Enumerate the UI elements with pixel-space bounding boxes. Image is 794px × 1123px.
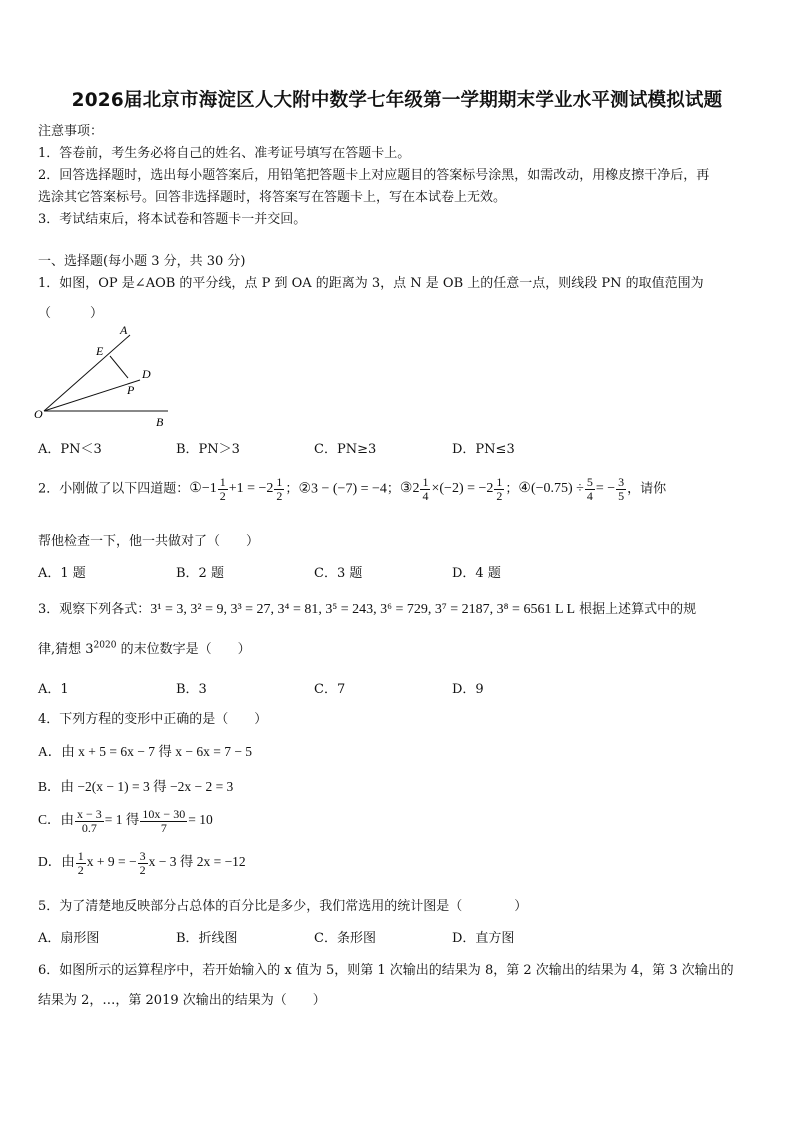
- q2-item-1: ①−1 $\frac{1}{2}$ +1 = −2 $\frac{1}{2}$: [189, 475, 283, 503]
- label-p: P: [127, 383, 135, 397]
- q1-stem: 1．如图，OP 是∠AOB 的平分线，点 P 到 OA 的距离为 3，点 N 是 OB 上的任意一点，则线段 PN 的取值范围为: [38, 276, 704, 291]
- section-heading: 一、选择题(每小题 3 分，共 30 分): [38, 254, 246, 269]
- q3-option-b[interactable]: B．3: [176, 682, 207, 697]
- label-d: D: [142, 367, 151, 381]
- label-b: B: [156, 415, 164, 429]
- q2-stem-continued: 帮他检查一下，他一共做对了（ ）: [38, 534, 260, 549]
- q3-prefix: 3．观察下列各式：: [38, 602, 151, 617]
- q5-option-d[interactable]: D．直方图: [452, 931, 515, 946]
- q2-suffix: ，请你: [627, 481, 667, 497]
- q2-item-4: ④(−0.75) ÷ $\frac{5}{4}$ = − $\frac{3}{5}$: [518, 475, 625, 503]
- q5-option-a[interactable]: A．扇形图: [38, 931, 100, 946]
- q3-stem-continued: 律,猜想 $3^{2020}$ 的末位数字是（ ）: [38, 640, 251, 657]
- q3-stem: [38, 598, 696, 618]
- q4-option-a[interactable]: A．由 x + 5 = 6x − 7 得 x − 6x = 7 − 5: [38, 744, 253, 759]
- q5-stem: 5．为了清楚地反映部分占总体的百分比是多少，我们常选用的统计图是（ ）: [38, 899, 528, 914]
- q5-option-c[interactable]: C．条形图: [314, 931, 376, 946]
- q2-item-2: ②3 − (−7) = −4: [298, 481, 387, 497]
- page-title: 2026届北京市海淀区人大附中数学七年级第一学期期末学业水平测试模拟试题: [71, 90, 723, 111]
- q4-stem: 4．下列方程的变形中正确的是（ ）: [38, 712, 268, 727]
- label-o: O: [34, 407, 43, 421]
- ray-op: [44, 380, 140, 411]
- notice-heading: 注意事项：: [38, 124, 104, 139]
- q2-option-a[interactable]: A．1 题: [38, 566, 86, 581]
- ray-oa: [44, 335, 130, 411]
- label-e: E: [96, 344, 104, 358]
- label-a: A: [120, 323, 128, 337]
- segment-pe: [110, 356, 128, 378]
- q3-suffix: 根据上述算式中的规: [575, 602, 697, 617]
- q2-option-d[interactable]: D．4 题: [452, 566, 501, 581]
- q2-option-b[interactable]: B．2 题: [176, 566, 224, 581]
- notice-item-1: 1．答卷前，考生务必将自己的姓名、准考证号填写在答题卡上。: [38, 146, 411, 161]
- q2-prefix: 2．小刚做了以下四道题：: [38, 481, 190, 497]
- q3-option-c[interactable]: C．7: [314, 682, 346, 697]
- q3-formula: 3¹ = 3, 3² = 9, 3³ = 27, 3⁴ = 81, 3⁵ = 243, 3⁶ = 729, 3⁷ = 2187, 3⁸ = 6561 L L: [150, 602, 576, 617]
- q1-option-d[interactable]: D．PN≤3: [452, 442, 515, 457]
- q4-option-b[interactable]: B．由 −2(x − 1) = 3 得 −2x − 2 = 3: [38, 779, 234, 794]
- q6-stem: 6．如图所示的运算程序中，若开始输入的 x 值为 5，则第 1 次输出的结果为 8，第 2 次输出的结果为 4，第 3 次输出的: [38, 963, 734, 978]
- q2-item-3: ③2 $\frac{1}{4}$ ×(−2) = −2 $\frac{1}{2}$: [399, 475, 503, 503]
- q1-blank: （ ）: [38, 306, 104, 321]
- q3-option-a[interactable]: A．1: [38, 682, 69, 697]
- notice-item-2-continued: 选涂其它答案标号。回答非选择题时，将答案写在答题卡上，写在本试卷上无效。: [38, 190, 507, 205]
- notice-item-2: 2．回答选择题时，选出每小题答案后，用铅笔把答题卡上对应题目的答案标号涂黑，如需改动，用橡皮擦干净后，再: [38, 168, 710, 183]
- q3-exponent: 2020: [93, 640, 117, 651]
- q6-stem-continued: 结果为 2，…，第 2019 次输出的结果为（ ）: [38, 993, 326, 1008]
- q1-option-c[interactable]: C．PN≥3: [314, 442, 377, 457]
- q2-stem: 2．小刚做了以下四道题：①−1 $\frac{1}{2}$ +1 = −2 $\frac{1}{2}$ ；②3 − (−7) = −4；③2 $\frac{1}{4}$ ×(−2) = −2 $\frac{1}{2}$ ；④(−0.75) ÷ $\frac{5}{4}$ = − $\frac{3}{5}$ ，请你: [38, 475, 667, 503]
- q3-option-d[interactable]: D．9: [452, 682, 484, 697]
- notice-item-3: 3．考试结束后，将本试卷和答题卡一并交回。: [38, 212, 307, 227]
- q2-option-c[interactable]: C．3 题: [314, 566, 363, 581]
- q1-angle-figure: [30, 318, 180, 430]
- q1-option-b[interactable]: B．PN＞3: [176, 442, 240, 457]
- q1-option-a[interactable]: A．PN＜3: [38, 442, 102, 457]
- q5-option-b[interactable]: B．折线图: [176, 931, 238, 946]
- q4-option-c[interactable]: C．由 $\frac{x - 3}{0.7}$ = 1 得 $\frac{10x - 30}{7}$ = 10: [38, 807, 213, 835]
- q4-option-d[interactable]: D．由 $\frac{1}{2}$ x + 9 = − $\frac{3}{2}$ x − 3 得 2x = −12: [38, 849, 246, 877]
